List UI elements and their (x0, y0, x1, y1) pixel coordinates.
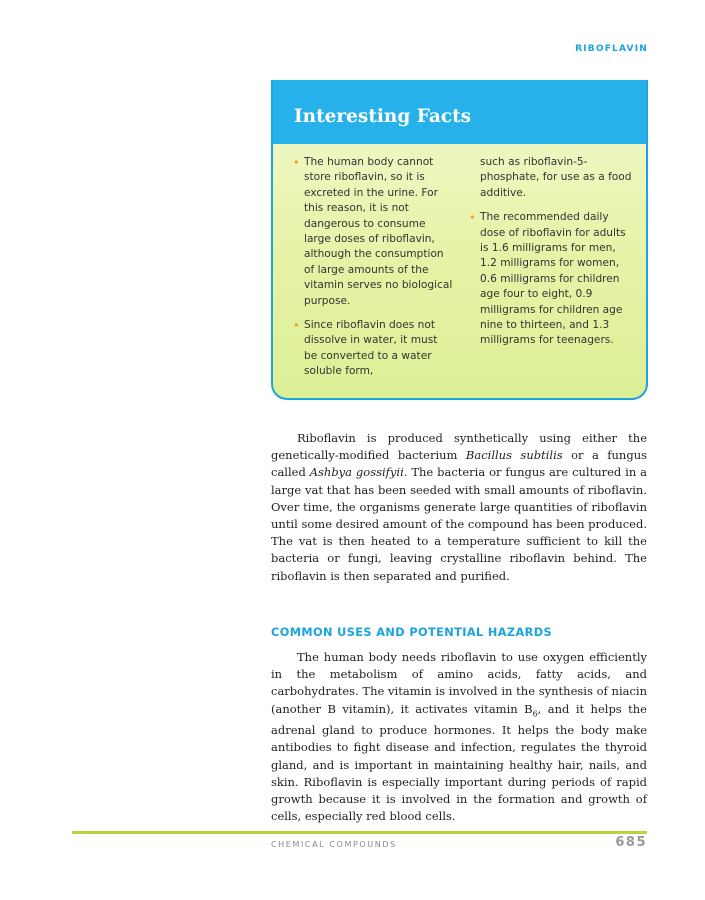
facts-title: Interesting Facts (294, 106, 472, 127)
running-head: RIBOFLAVIN (575, 44, 648, 54)
text-run: The human body needs riboflavin to use oxygen efficiently in the metabolism of amino acids, fatty acids, and carbohydrates. The vitamin is involved in the synthesis of niacin (another B vitamin), it activates vitamin B (271, 650, 647, 716)
body-paragraph-production (271, 430, 647, 585)
interesting-facts-box (271, 80, 648, 400)
section-heading: COMMON USES AND POTENTIAL HAZARDS (271, 626, 553, 639)
fact-text: The recommended daily dose of riboflavin for adults is 1.6 milligrams for men, 1.2 milligrams for women, 0.6 milligrams for children age four to eight, 0.9 milligrams for children age nine to thirteen, and 1.3 milligrams for teenagers. (480, 211, 626, 347)
fact-text: The human body cannot store riboflavin, so it is excreted in the urine. For this reason, it is not dangerous to consume large doses of riboflavin, although the consumption of large amounts of the vitamin serves no biological purpose. (304, 156, 453, 307)
species-name: Ashbya gossifyii (309, 465, 404, 480)
text-run: Riboflavin is produced synthetically using either the genetically-modified bacterium (271, 431, 647, 463)
fact-item (293, 155, 453, 309)
facts-column-right (469, 155, 634, 358)
fact-continuation: such as riboflavin-5-phosphate, for use as a food additive. (480, 156, 632, 199)
footer-book-title: CHEMICAL COMPOUNDS (271, 840, 397, 849)
facts-column-left (293, 155, 453, 389)
species-name: Bacillus subtilis (465, 448, 563, 463)
footer-rule (72, 831, 647, 834)
subscript: 6 (532, 708, 538, 718)
text-run: or a fungus called (271, 448, 647, 480)
bullet-dot-icon: • (293, 319, 300, 333)
fact-item (469, 210, 634, 349)
bullet-dot-icon: • (293, 156, 300, 169)
text-run: , and it helps the adrenal gland to produce hormones. It helps the body make antibodies to fight disease and infection, regulates the thyroid gland, and is important in maintaining healthy hair, nails, and skin. Riboflavin is especially important during periods of rapid growth because it is involved in the formation and growth of cells, especially red blood cells. (271, 701, 647, 824)
bullet-dot-icon: • (469, 211, 476, 225)
page-number: 685 (615, 835, 647, 850)
text-run: . The bacteria or fungus are cultured in a large vat that has been seeded with small amounts of riboflavin. Over time, the organisms generate large quantities of riboflavin until some desired amount of the compound has been produced. The vat is then heated to a temperature sufficient to kill the bacteria or fungi, leaving crystalline riboflavin behind. The riboflavin is then separated and purified. (271, 465, 647, 583)
body-paragraph-uses (271, 649, 647, 825)
fact-text: Since riboflavin does not dissolve in water, it must be converted to a water soluble form, (304, 319, 438, 378)
fact-item (293, 318, 453, 380)
